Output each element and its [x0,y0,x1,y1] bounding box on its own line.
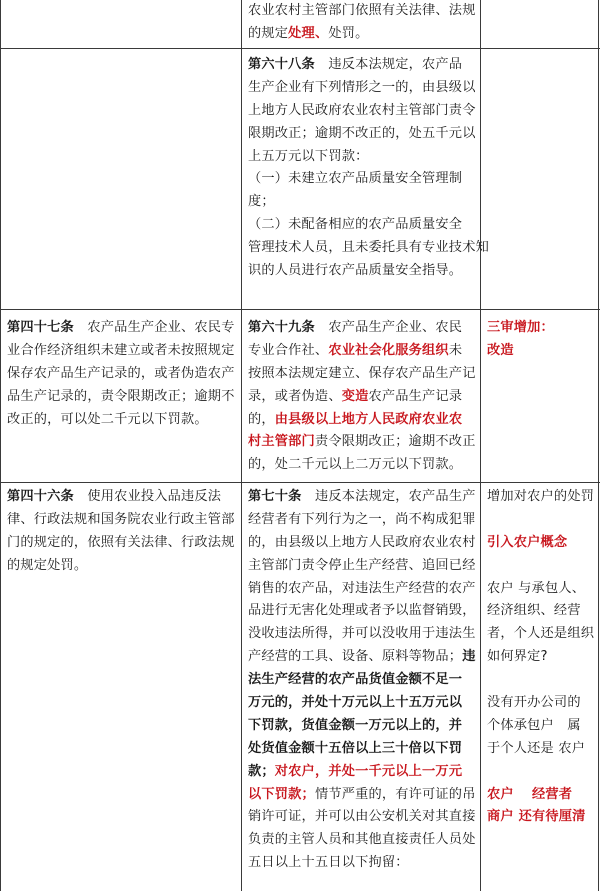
text-run: 于个人还是 农户 [487,740,586,756]
text-line [248,806,476,829]
text-run: 第六十八条 [248,57,315,72]
text-line [7,317,235,340]
text-run: 产经营的工具、设备、原料等物品； [248,649,463,665]
top-row-middle-cell [248,0,476,46]
text-line [248,761,476,784]
text-run: 经济组织、经营 [487,603,581,619]
text-line [248,829,476,852]
text-line [248,340,476,363]
text-line [487,692,594,715]
text-run: 第四十六条 [7,489,74,504]
row-divider-3 [0,482,600,483]
text-line [7,409,235,432]
highlighted-text: 处理、 [288,25,329,41]
text-run: 情节严重的，有许可证的吊 [314,786,476,802]
text-line [248,386,476,409]
text-run: 销许可证，并可以由公安机关对其直接 [248,809,476,825]
text-line [248,123,489,146]
row-divider-1 [0,48,600,49]
text-line [248,555,476,578]
text-run: 农业农村主管部门依照有关法律、法规 [248,3,476,18]
article-69-comment [487,317,554,363]
text-run: 经营者有下列行为之一，尚不构成犯罪 [248,511,476,527]
table-border-right [598,0,599,891]
text-run: 门的规定的，依照有关法律、行政法规 [7,534,235,550]
article-70-new-text [248,486,476,875]
text-line [487,623,594,646]
text-run: 使用农业投入品违反法 [73,489,222,504]
text-run: 按照本法规定建立、保存农产品生产记 [248,365,476,381]
text-line [248,784,476,807]
text-run: 负责的主管人员和其他直接责任人员处 [248,832,476,848]
text-run: 违 [462,649,476,665]
text-line [7,486,235,509]
text-run: 品生产记录的，责令限期改正；逾期不 [7,388,235,404]
text-line [487,532,594,555]
text-line [248,623,476,646]
highlighted-text: 商户 还有待厘清 [487,809,586,825]
text-line [487,715,594,738]
text-run: 处罚。 [328,25,369,41]
text-run: 五日以上十五日以下拘留： [248,855,409,871]
text-line [487,806,594,829]
text-line [248,100,489,123]
text-line [248,0,476,23]
text-run: 第四十七条 [7,320,74,335]
text-run: 万元的，并处十万元以上十五万元以 [248,695,463,711]
text-line [248,317,476,340]
article-47-old-text [7,317,235,431]
highlighted-text: 农户 经营者 [487,786,573,802]
text-run: （二）未配备相应的农产品质量安全 [248,217,463,233]
text-line [487,340,554,363]
text-run: 法生产经营的农产品货值金额不足一 [248,672,463,688]
text-line [7,340,235,363]
text-run: 识的人员进行农产品质量安全指导。 [248,263,463,279]
text-run: 的，处二千元以上二万元以下罚款。 [248,457,463,473]
text-run: 的， [248,411,275,427]
text-run: 上五万元以下罚款： [248,148,369,164]
text-line [248,509,476,532]
text-run: 第六十九条 [248,320,315,335]
text-line [248,852,476,875]
text-line [248,600,476,623]
text-line [248,77,489,100]
text-line [248,692,476,715]
text-run: 责令限期改正；逾期不改正 [314,434,476,450]
article-68-new-text [248,54,489,283]
text-line [487,738,594,761]
text-run: 管理技术人员，且未委托具有专业技术知 [248,240,489,256]
highlighted-text: 对农户，并处一千元以上一万元 [274,763,463,779]
text-line [248,486,476,509]
text-run: 如何界定? [487,649,548,665]
text-line [487,761,594,784]
text-line [248,54,489,77]
text-run: 款； [248,763,275,779]
text-line [7,555,235,578]
text-run: 农产品生产记录 [368,388,463,404]
text-line [248,23,476,46]
text-line [248,646,476,669]
highlighted-text: 农业社会化服务组织 [328,342,449,358]
text-run: 业合作经济组织未建立或者未按照规定 [7,342,235,358]
text-run: 的规定处罚。 [7,557,88,573]
text-line [487,669,594,692]
text-run: 专业合作社、 [248,342,329,358]
text-line [248,237,489,260]
text-run: 没收违法所得，并可以没收用于违法生 [248,626,476,642]
text-line [248,532,476,555]
text-line [487,486,594,509]
text-run: 度； [248,194,275,210]
text-line [248,191,489,214]
text-run: 上地方人民政府农业农村主管部门责令 [248,102,476,118]
text-run: 没有开办公司的 [487,695,581,711]
text-run: 生产企业有下列情形之一的，由县级以 [248,79,476,95]
text-run: （一）未建立农产品质量安全管理制 [248,171,463,187]
text-line [248,409,476,432]
text-line [248,715,476,738]
text-run: 农户 与承包人、 [487,580,586,596]
text-line [7,363,235,386]
text-line [248,669,476,692]
text-run: 的规定 [248,25,289,41]
highlighted-text: 引入农户概念 [487,534,568,550]
text-run: 增加对农户的处罚 [487,489,595,504]
text-line [248,168,489,191]
text-line [248,454,476,477]
text-line [487,784,594,807]
text-run: 下罚款，货值金额一万元以上的，并 [248,717,463,733]
text-line [248,214,489,237]
highlighted-text: 村主管部门 [248,434,315,450]
highlighted-text: 由县级以上地方人民政府农业农 [274,411,463,427]
text-line [487,317,554,340]
text-run: 农产品生产企业、农民专 [73,320,235,335]
text-run: 律、行政法规和国务院农业行政主管部 [7,511,235,527]
text-run: 品进行无害化处理或者予以监督销毁， [248,603,476,619]
text-line [7,386,235,409]
text-run: 违反本法规定，农产品 [314,57,463,72]
article-70-comment [487,486,594,829]
text-line [487,509,594,532]
text-run: 农产品生产企业、农民 [314,320,463,335]
highlighted-text: 变造 [341,388,369,404]
text-line [248,260,489,283]
text-line [487,578,594,601]
text-run: 保存农产品生产记录的，或者伪造农产 [7,365,235,381]
text-line [487,600,594,623]
text-line [487,555,594,578]
text-run: 改正的，可以处二千元以下罚款。 [7,411,208,427]
text-line [248,738,476,761]
text-line [248,363,476,386]
text-run: 第七十条 [248,489,302,504]
highlighted-text: 以下罚款； [248,786,315,802]
text-run: 限期改正；逾期不改正的，处五千元以 [248,125,476,141]
text-run: 录，或者伪造、 [248,388,342,404]
text-run: 处货值金额十五倍以上三十倍以下罚 [248,740,463,756]
text-line [248,578,476,601]
text-run: 个体承包户 属 [487,717,581,733]
text-line [487,646,594,669]
text-run: 的，由县级以上地方人民政府农业农村 [248,534,476,550]
table-border-col1 [241,0,242,891]
article-46-old-text [7,486,235,578]
text-run: 销售的农产品，对违法生产经营的农产 [248,580,476,596]
text-run: 违反本法规定，农产品生产 [301,489,476,504]
text-run: 主管部门责令停止生产经营、追回已经 [248,557,476,573]
row-divider-2 [0,309,600,310]
highlighted-text: 三审增加： [487,320,554,335]
text-line [7,509,235,532]
text-line [7,532,235,555]
text-line [248,431,476,454]
highlighted-text: 改造 [487,342,514,358]
table-border-left [0,0,1,891]
text-run: 者，个人还是组织 [487,626,595,642]
article-69-new-text [248,317,476,477]
text-run: 未 [448,342,463,358]
text-line [248,146,489,169]
